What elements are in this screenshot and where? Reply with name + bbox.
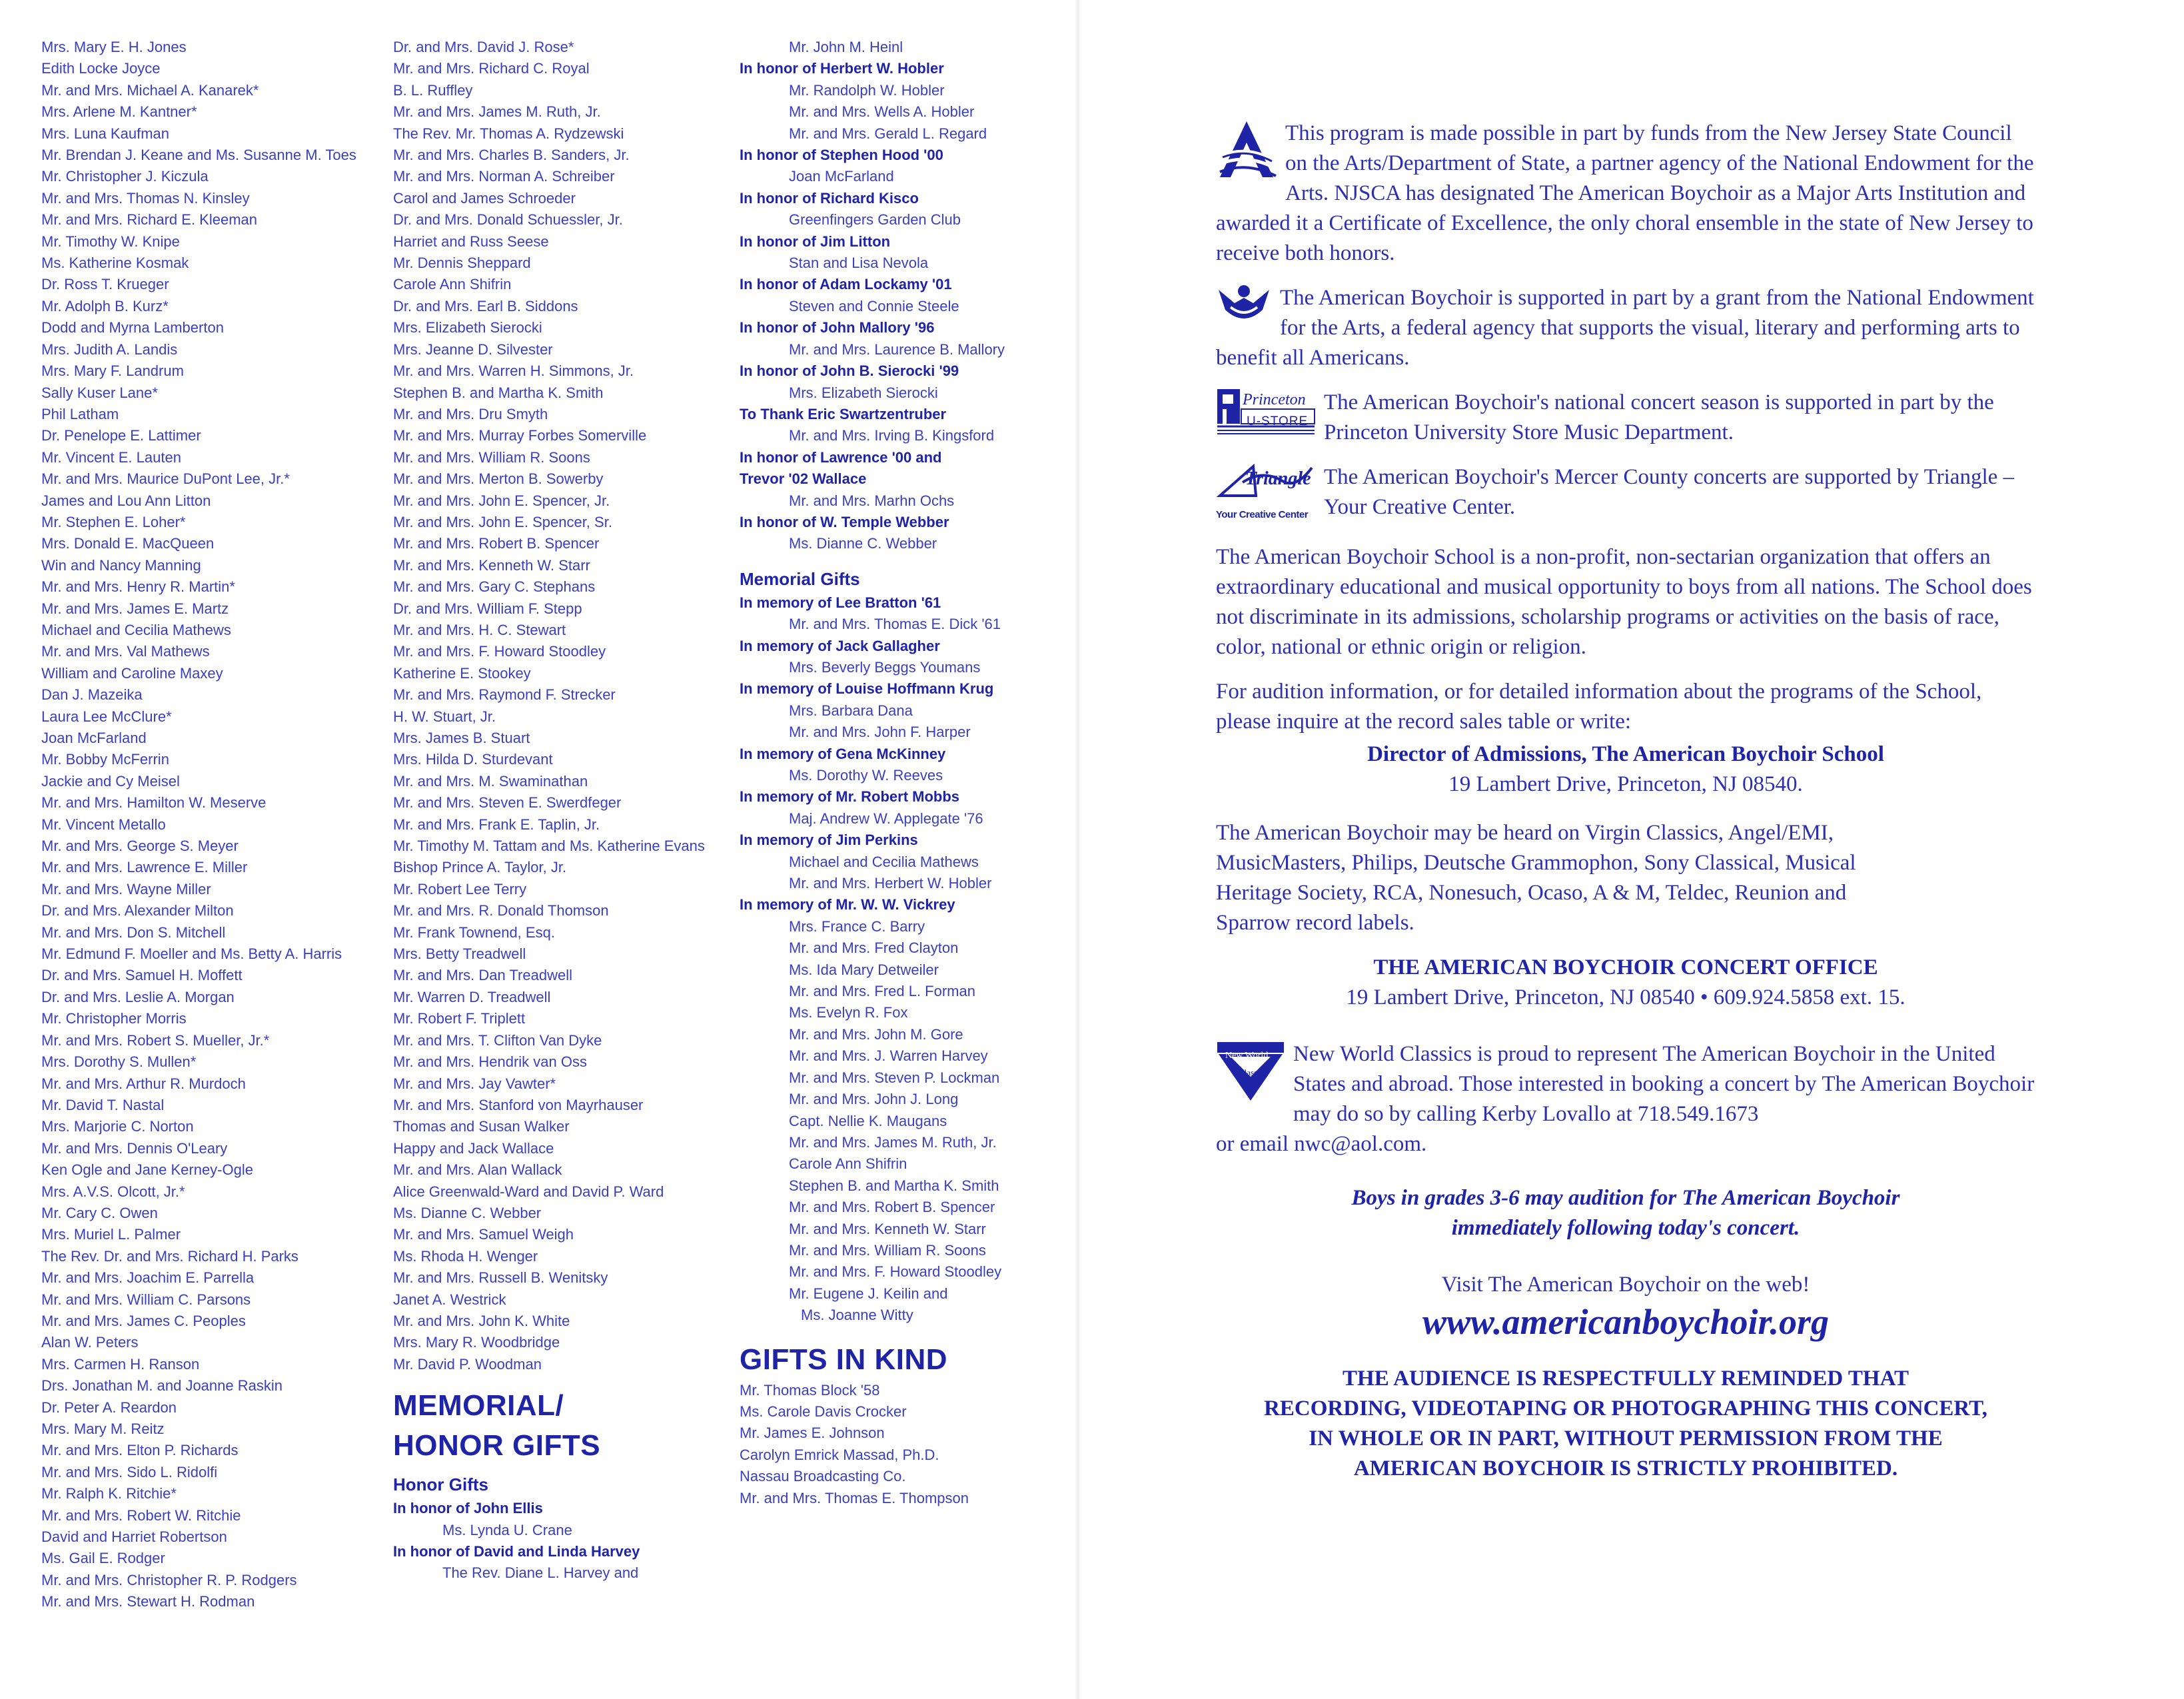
donor-name: Mr. and Mrs. Lawrence E. Miller	[41, 859, 248, 876]
donor-name: James and Lou Ann Litton	[41, 492, 211, 509]
donor-name: Mr. Vincent E. Lauten	[41, 448, 181, 466]
honor-donor-line: Mr. and Mrs. Steven P. Lockman	[789, 1069, 1000, 1086]
donor-name: Dr. and Mrs. William F. Stepp	[393, 600, 582, 617]
nwc-email-text: or email nwc@aol.com.	[1216, 1132, 1427, 1156]
donor-name: Mr. and Mrs. Richard C. Royal	[393, 60, 590, 77]
honor-donor-line: Capt. Nellie K. Maugans	[789, 1112, 947, 1129]
new-world-classics-logo	[1216, 1039, 1285, 1103]
nea-text: The American Boychoir is supported in part by a grant from the National Endowment for the Arts, a federal agency that supports the visual, literary and performing arts to benefit all Americans.	[1216, 286, 2034, 370]
donor-name: William and Caroline Maxey	[41, 664, 223, 682]
honor-donor-line: Stan and Lisa Nevola	[789, 255, 929, 272]
donor-name: Mr. David T. Nastal	[41, 1096, 165, 1113]
donor-name: Mr. and Mrs. Murray Forbes Somerville	[393, 427, 647, 444]
donor-name: Mrs. James B. Stuart	[393, 730, 530, 746]
donor-name: Mr. and Mrs. Michael A. Kanarek*	[41, 81, 259, 99]
memorial-gifts-heading: Memorial Gifts	[740, 568, 860, 589]
donor-column-1	[41, 37, 388, 1613]
donor-name: Mrs. Mary F. Landrum	[41, 362, 184, 380]
donor-name: Mr. and Mrs. James M. Ruth, Jr.	[393, 103, 601, 121]
donor-name: Mr. and Mrs. M. Swaminathan	[393, 772, 588, 790]
honor-donor-line: Mr. and Mrs. John J. Long	[789, 1091, 959, 1108]
honoree-line: To Thank Eric Swartzentruber	[740, 405, 947, 422]
school-paragraph: The American Boychoir School is a non-profit, non-sectarian organization that offers an extraordinary educational and musical opportunity to boys from all nations. The School does not discriminate in its admissions, scholarship programs or activities on the basis of race, color, national or ethnic origin or religion.	[1216, 545, 2032, 659]
honor-donor-line: Mr. and Mrs. Laurence B. Mallory	[789, 340, 1005, 358]
honoree-line: In memory of Jim Perkins	[740, 832, 918, 849]
donor-name: Mr. and Mrs. Robert S. Mueller, Jr.*	[41, 1031, 270, 1049]
njsca-logo-icon	[1216, 119, 1277, 180]
donor-name: Mr. Adolph B. Kurz*	[41, 297, 169, 314]
website-link[interactable]: www.americanboychoir.org	[1422, 1302, 1830, 1342]
donor-name: Dr. and Mrs. Alexander Milton	[41, 902, 234, 919]
donor-name: Mr. and Mrs. Sido L. Ridolfi	[41, 1463, 218, 1480]
honor-donor-line: Mr. and Mrs. Thomas E. Dick '61	[789, 616, 1001, 633]
honor-gifts-heading: Honor Gifts	[393, 1474, 488, 1495]
donor-name: The Rev. Dr. and Mrs. Richard H. Parks	[41, 1247, 298, 1265]
donor-name: Mr. and Mrs. Don S. Mitchell	[41, 923, 226, 941]
honoree-line: In honor of Adam Lockamy '01	[740, 276, 952, 293]
audition-notice-line1: Boys in grades 3-6 may audition for The American Boychoir	[1351, 1186, 1900, 1210]
donor-name: Phil Latham	[41, 405, 119, 422]
donor-name: Mrs. Judith A. Landis	[41, 340, 178, 358]
donor-name: Mrs. Mary E. H. Jones	[41, 39, 187, 55]
honoree-line: In honor of David and Linda Harvey	[393, 1543, 640, 1560]
princeton-text: The American Boychoir's national concert season is supported in part by the Princeton University Store Music Department.	[1324, 390, 1994, 444]
recording-notice-line2: RECORDING, VIDEOTAPING OR PHOTOGRAPHING THIS CONCERT,	[1264, 1397, 1987, 1420]
donor-name: Mr. Thomas Block '58	[740, 1381, 880, 1399]
donor-name: Edith Locke Joyce	[41, 60, 161, 77]
donor-name: Mr. and Mrs. Henry R. Martin*	[41, 578, 235, 596]
honoree-line: In honor of W. Temple Webber	[740, 513, 949, 530]
honoree-line: In honor of Lawrence '00 and	[740, 448, 942, 466]
honor-donor-line: Mr. and Mrs. William R. Soons	[789, 1241, 986, 1259]
njsca-text: This program is made possible in part by funds from the New Jersey State Council on the Arts/Department of State, a partner agency of the National Endowment for the Arts. NJSCA has designated The American Boychoir as a Major Arts Institution and awarded it a Certificate of Excellence, the only choral ensemble in the state of New Jersey to receive both honors.	[1216, 121, 2034, 265]
honor-donor-line: Greenfingers Garden Club	[789, 211, 961, 229]
honoree-line: In memory of Lee Bratton '61	[740, 594, 941, 611]
donor-name: Mrs. Luna Kaufman	[41, 125, 169, 142]
honor-donor-line: Mr. and Mrs. Gerald L. Regard	[789, 125, 987, 142]
donor-name: Mr. and Mrs. Gary C. Stephans	[393, 578, 596, 596]
honor-donor-line: Mrs. Elizabeth Sierocki	[789, 384, 938, 401]
donor-name: Mr. and Mrs. H. C. Stewart	[393, 621, 566, 638]
honor-donor-line: Mr. Randolph W. Hobler	[789, 81, 945, 99]
donor-name: Laura Lee McClure*	[41, 708, 172, 725]
donor-name: Mrs. Arlene M. Kantner*	[41, 103, 197, 121]
honor-donor-line: Mr. and Mrs. Wells A. Hobler	[789, 103, 975, 121]
audition-text: For audition information, or for detailed information about the programs of the School, please inquire at the record sales table or write:	[1216, 680, 1982, 734]
princeton-logo-word: Princeton	[1243, 391, 1306, 408]
honoree-line: In honor of John B. Sierocki '99	[740, 362, 959, 380]
honoree-line: In honor of John Mallory '96	[740, 319, 935, 336]
donor-name: Mr. Christopher J. Kiczula	[41, 168, 209, 185]
honor-gifts-list	[393, 1498, 740, 1584]
donor-name: Sally Kuser Lane*	[41, 384, 158, 401]
donor-name: Mr. and Mrs. Thomas N. Kinsley	[41, 189, 250, 207]
honor-donor-line: Ms. Dorothy W. Reeves	[789, 767, 943, 784]
donor-column-2	[393, 37, 740, 1584]
honoree-line: In honor of Richard Kisco	[740, 189, 919, 207]
princeton-paragraph	[1216, 388, 2035, 448]
triangle-logo-word: Triangle	[1245, 468, 1311, 489]
donor-name: The Rev. Mr. Thomas A. Rydzewski	[393, 125, 624, 142]
donor-name: Mr. and Mrs. James C. Peoples	[41, 1312, 246, 1329]
donor-name: Mr. and Mrs. Charles B. Sanders, Jr.	[393, 147, 630, 164]
honoree-line: In honor of Herbert W. Hobler	[740, 60, 944, 77]
donor-name: Ms. Katherine Kosmak	[41, 255, 189, 272]
honor-donor-line: Mr. and Mrs. John F. Harper	[789, 724, 971, 741]
donor-name: Ms. Gail E. Rodger	[41, 1550, 165, 1567]
donor-name: Mr. and Mrs. Wayne Miller	[41, 880, 211, 897]
memorial-honor-heading-line1: MEMORIAL/	[393, 1389, 564, 1422]
donor-name: Mrs. Carmen H. Ranson	[41, 1355, 200, 1373]
donor-name: Mr. and Mrs. Hendrik van Oss	[393, 1053, 587, 1071]
donor-name: Harriet and Russ Seese	[393, 233, 549, 250]
honor-donor-line: The Rev. Diane L. Harvey and	[442, 1564, 639, 1582]
donor-name: Carol and James Schroeder	[393, 189, 576, 207]
donor-name: Mr. and Mrs. Elton P. Richards	[41, 1442, 239, 1459]
donor-name: Mr. and Mrs. Dru Smyth	[393, 405, 548, 422]
donor-name: Dr. and Mrs. Samuel H. Moffett	[41, 967, 243, 984]
donor-name: Mr. and Mrs. Warren H. Simmons, Jr.	[393, 362, 634, 380]
donor-name: Mr. Robert Lee Terry	[393, 880, 527, 897]
donor-name: Mr. and Mrs. T. Clifton Van Dyke	[393, 1031, 602, 1049]
memorial-gifts-list	[740, 592, 1073, 1327]
nwc-text: New World Classics is proud to represent The American Boychoir in the United States and abroad. Those interested in booking a concert by The American Boychoir may do so by calling Kerby Lovallo at 718.549.1673	[1293, 1042, 2035, 1126]
donor-name: Dr. and Mrs. Earl B. Siddons	[393, 297, 578, 314]
honor-donor-line: Mr. Eugene J. Keilin and	[789, 1285, 948, 1302]
donor-name: Nassau Broadcasting Co.	[740, 1468, 906, 1485]
honor-donor-line: Mrs. Beverly Beggs Youmans	[789, 658, 981, 676]
donor-name: Mr. and Mrs. Merton B. Sowerby	[393, 470, 604, 488]
donor-name: Mr. and Mrs. John E. Spencer, Sr.	[393, 513, 612, 530]
honor-donor-line: Stephen B. and Martha K. Smith	[789, 1177, 999, 1194]
triangle-logo-tagline: Your Creative Center	[1216, 509, 1309, 520]
honor-donor-line: Ms. Lynda U. Crane	[442, 1521, 572, 1538]
donor-name: Mr. and Mrs. Jay Vawter*	[393, 1075, 556, 1092]
donor-name: Mr. Frank Townend, Esq.	[393, 923, 555, 941]
donor-name: Mr. and Mrs. Dennis O'Leary	[41, 1139, 228, 1157]
donor-name: Jackie and Cy Meisel	[41, 772, 180, 790]
donor-name: Mr. and Mrs. R. Donald Thomson	[393, 902, 609, 919]
donor-name: Mr. and Mrs. James E. Martz	[41, 600, 229, 617]
recording-notice-line1: THE AUDIENCE IS RESPECTFULLY REMINDED THAT	[1343, 1367, 1909, 1391]
donor-name: Dr. and Mrs. Leslie A. Morgan	[41, 988, 235, 1005]
honor-donor-line: Mr. and Mrs. Herbert W. Hobler	[789, 875, 992, 892]
donor-name: Mr. and Mrs. Christopher R. P. Rodgers	[41, 1571, 297, 1588]
honoree-line: In honor of Stephen Hood '00	[740, 147, 943, 164]
donor-name: B. L. Ruffley	[393, 81, 473, 99]
donor-name: Stephen B. and Martha K. Smith	[393, 384, 604, 401]
honor-donor-line: Ms. Evelyn R. Fox	[789, 1004, 908, 1021]
honor-donor-line: Ms. Ida Mary Detweiler	[789, 961, 939, 978]
donor-name: Mr. and Mrs. Thomas E. Thompson	[740, 1489, 969, 1506]
right-page-content	[1216, 119, 2035, 1484]
honoree-line: Trevor '02 Wallace	[740, 470, 867, 488]
princeton-ustore-logo	[1216, 388, 1316, 436]
honor-donor-line: Mr. and Mrs. Irving B. Kingsford	[789, 427, 995, 444]
recording-notice-line4: AMERICAN BOYCHOIR IS STRICTLY PROHIBITED.	[1353, 1456, 1898, 1480]
donor-name: Mr. James E. Johnson	[740, 1424, 885, 1442]
memorial-honor-heading-line2: HONOR GIFTS	[393, 1429, 601, 1462]
right-page	[1079, 0, 2184, 1699]
donor-name: Alice Greenwald-Ward and David P. Ward	[393, 1183, 664, 1200]
triangle-text: The American Boychoir's Mercer County concerts are supported by Triangle – Your Creative Center.	[1324, 465, 2015, 519]
donor-name: Carolyn Emrick Massad, Ph.D.	[740, 1446, 939, 1463]
donor-name: Mr. and Mrs. William C. Parsons	[41, 1291, 251, 1308]
record-labels-paragraph: The American Boychoir may be heard on Virgin Classics, Angel/EMI, MusicMasters, Philips, Deutsche Grammophon, Sony Classical, Musical Heritage Society, RCA, Nonesuch, Ocaso, A & M, Teldec, Reunion and Sparrow record labels.	[1216, 821, 1856, 935]
donor-name: Dan J. Mazeika	[41, 686, 143, 704]
donor-name: Mr. and Mrs. William R. Soons	[393, 448, 590, 466]
gifts-in-kind-list	[740, 1380, 1073, 1509]
honor-donor-line: Mr. and Mrs. Fred Clayton	[789, 939, 959, 957]
left-page	[0, 0, 1079, 1699]
donor-name: Mr. David P. Woodman	[393, 1355, 542, 1373]
donor-name: Thomas and Susan Walker	[393, 1118, 570, 1135]
donor-name: Michael and Cecilia Mathews	[41, 621, 231, 638]
donor-name: Mr. and Mrs. F. Howard Stoodley	[393, 643, 606, 660]
donor-name: Mrs. Dorothy S. Mullen*	[41, 1053, 197, 1071]
donor-name: David and Harriet Robertson	[41, 1528, 227, 1546]
donor-name: Mr. Robert F. Triplett	[393, 1010, 526, 1027]
nwc-logo-line2: Classics	[1239, 1067, 1267, 1077]
donor-name: Joan McFarland	[41, 730, 147, 746]
honor-donor-line: Ms. Joanne Witty	[801, 1307, 913, 1324]
concert-office-address: 19 Lambert Drive, Princeton, NJ 08540 • 609.924.5858 ext. 15.	[1346, 985, 1906, 1009]
donor-name: Mr. Bobby McFerrin	[41, 751, 169, 768]
admissions-name: Director of Admissions, The American Boychoir School	[1367, 742, 1884, 766]
donor-name: Mrs. A.V.S. Olcott, Jr.*	[41, 1183, 185, 1200]
donor-name: H. W. Stuart, Jr.	[393, 708, 496, 725]
honoree-line: In memory of Mr. W. W. Vickrey	[740, 896, 955, 913]
honoree-line: In memory of Gena McKinney	[740, 745, 946, 762]
honor-donor-line: Mrs. France C. Barry	[789, 917, 925, 935]
donor-name: Mr. and Mrs. Robert W. Ritchie	[41, 1506, 241, 1524]
donor-name: Mr. and Mrs. Maurice DuPont Lee, Jr.*	[41, 470, 290, 488]
donor-name: Mr. and Mrs. Raymond F. Strecker	[393, 686, 616, 704]
donor-name: Drs. Jonathan M. and Joanne Raskin	[41, 1377, 282, 1395]
donor-name: Mr. and Mrs. Joachim E. Parrella	[41, 1269, 255, 1287]
donor-name: Mr. and Mrs. Kenneth W. Starr	[393, 556, 590, 574]
donor-name: Alan W. Peters	[41, 1334, 139, 1351]
donor-name: Mr. and Mrs. George S. Meyer	[41, 838, 239, 855]
donor-name: Mrs. Hilda D. Sturdevant	[393, 751, 553, 768]
donor-name: Ms. Dianne C. Webber	[393, 1204, 542, 1221]
donor-column-3	[740, 37, 1073, 1509]
donor-list-2	[393, 37, 740, 1375]
donor-name: Mr. and Mrs. John K. White	[393, 1312, 570, 1329]
audition-notice-line2: immediately following today's concert.	[1451, 1216, 1800, 1240]
donor-name: Carole Ann Shifrin	[393, 276, 512, 293]
donor-name: Mr. Stephen E. Loher*	[41, 513, 186, 530]
recording-notice-line3: IN WHOLE OR IN PART, WITHOUT PERMISSION FROM THE	[1309, 1426, 1943, 1450]
honoree-line: In memory of Jack Gallagher	[740, 637, 940, 654]
nwc-paragraph	[1216, 1039, 2035, 1159]
honor-donor-line: Ms. Dianne C. Webber	[789, 535, 937, 552]
njsca-paragraph	[1216, 119, 2035, 269]
donor-name: Bishop Prince A. Taylor, Jr.	[393, 859, 567, 876]
donor-name: Mr. and Mrs. Stanford von Mayrhauser	[393, 1096, 644, 1113]
honor-donor-line: Mr. and Mrs. F. Howard Stoodley	[789, 1263, 1002, 1281]
donor-name: Dodd and Myrna Lamberton	[41, 319, 224, 336]
nea-paragraph	[1216, 283, 2035, 373]
honor-donor-line: Mr. John M. Heinl	[789, 39, 903, 55]
donor-name: Mrs. Elizabeth Sierocki	[393, 319, 542, 336]
donor-name: Mr. Ralph K. Ritchie*	[41, 1485, 177, 1502]
honor-donor-line: Mr. and Mrs. Kenneth W. Starr	[789, 1220, 986, 1237]
visit-web-text: Visit The American Boychoir on the web!	[1441, 1273, 1810, 1297]
donor-name: Mr. Brendan J. Keane and Ms. Susanne M. Toes	[41, 147, 356, 164]
donor-name: Mr. and Mrs. Alan Wallack	[393, 1161, 562, 1179]
honor-donor-line: Michael and Cecilia Mathews	[789, 853, 979, 870]
honor-donor-line: Carole Ann Shifrin	[789, 1155, 907, 1173]
donor-name: Mr. Cary C. Owen	[41, 1204, 158, 1221]
honor-donor-line: Steven and Connie Steele	[789, 297, 959, 314]
donor-name: Mrs. Donald E. MacQueen	[41, 535, 215, 552]
donor-name: Mrs. Mary M. Reitz	[41, 1420, 165, 1437]
nea-logo-icon	[1216, 283, 1272, 327]
honor-donor-line: Mr. and Mrs. John M. Gore	[789, 1025, 963, 1043]
triangle-logo	[1216, 462, 1316, 520]
donor-name: Mr. and Mrs. Steven E. Swerdfeger	[393, 794, 622, 812]
donor-name: Mrs. Jeanne D. Silvester	[393, 340, 553, 358]
donor-name: Win and Nancy Manning	[41, 556, 201, 574]
honor-donor-line: Mr. and Mrs. Fred L. Forman	[789, 983, 975, 1000]
honoree-line: In memory of Mr. Robert Mobbs	[740, 788, 960, 806]
donor-name: Happy and Jack Wallace	[393, 1139, 554, 1157]
donor-name: Mrs. Mary R. Woodbridge	[393, 1334, 560, 1351]
donor-name: Mr. Warren D. Treadwell	[393, 988, 551, 1005]
donor-name: Dr. Ross T. Krueger	[41, 276, 169, 293]
honor-donor-line: Joan McFarland	[789, 168, 894, 185]
donor-name: Mr. and Mrs. Richard E. Kleeman	[41, 211, 258, 229]
audition-paragraph	[1216, 677, 2035, 737]
honor-donor-line: Maj. Andrew W. Applegate '76	[789, 810, 983, 827]
gifts-in-kind-heading: GIFTS IN KIND	[740, 1343, 948, 1376]
donor-name: Ms. Carole Davis Crocker	[740, 1403, 907, 1420]
donor-name: Mr. Christopher Morris	[41, 1010, 187, 1027]
honor-donor-line: Mr. and Mrs. J. Warren Harvey	[789, 1047, 988, 1065]
ustore-logo-word: U-STORE	[1247, 414, 1309, 428]
donor-name: Mr. Timothy W. Knipe	[41, 233, 180, 250]
concert-office-name: THE AMERICAN BOYCHOIR CONCERT OFFICE	[1373, 955, 1878, 979]
honoree-line: In memory of Louise Hoffmann Krug	[740, 680, 994, 698]
honoree-line: In honor of Jim Litton	[740, 233, 891, 250]
donor-name: Mr. Dennis Sheppard	[393, 255, 531, 272]
honor-gifts-list-continued	[740, 37, 1073, 555]
donor-name: Mr. and Mrs. Russell B. Wenitsky	[393, 1269, 608, 1287]
nwc-logo-line1: New World	[1225, 1051, 1269, 1061]
donor-name: Dr. Penelope E. Lattimer	[41, 427, 201, 444]
admissions-address: 19 Lambert Drive, Princeton, NJ 08540.	[1448, 772, 1803, 796]
donor-name: Mr. and Mrs. Norman A. Schreiber	[393, 168, 615, 185]
honoree-line: In honor of John Ellis	[393, 1500, 543, 1517]
donor-name: Mr. and Mrs. Samuel Weigh	[393, 1226, 574, 1243]
donor-name: Mr. and Mrs. Frank E. Taplin, Jr.	[393, 816, 600, 833]
donor-name: Ken Ogle and Jane Kerney-Ogle	[41, 1161, 253, 1179]
donor-name: Mr. and Mrs. Stewart H. Rodman	[41, 1593, 255, 1610]
donor-name: Mr. and Mrs. Dan Treadwell	[393, 967, 572, 984]
donor-name: Mr. and Mrs. Arthur R. Murdoch	[41, 1075, 246, 1092]
donor-name: Dr. and Mrs. David J. Rose*	[393, 39, 574, 55]
donor-name: Mr. Vincent Metallo	[41, 816, 166, 833]
honor-donor-line: Mr. and Mrs. James M. Ruth, Jr.	[789, 1133, 997, 1151]
donor-name: Mr. and Mrs. John E. Spencer, Jr.	[393, 492, 610, 509]
triangle-paragraph	[1216, 462, 2035, 522]
donor-name: Mr. and Mrs. Val Mathews	[41, 643, 210, 660]
donor-name: Mr. and Mrs. Robert B. Spencer	[393, 535, 600, 552]
honor-donor-line: Mrs. Barbara Dana	[789, 702, 913, 719]
donor-name: Mr. Timothy M. Tattam and Ms. Katherine Evans	[393, 838, 705, 855]
honor-donor-line: Mr. and Mrs. Robert B. Spencer	[789, 1199, 995, 1216]
donor-name: Dr. and Mrs. Donald Schuessler, Jr.	[393, 211, 623, 229]
donor-name: Janet A. Westrick	[393, 1291, 506, 1308]
donor-name: Mrs. Marjorie C. Norton	[41, 1118, 194, 1135]
donor-name: Mrs. Muriel L. Palmer	[41, 1226, 181, 1243]
honor-donor-line: Mr. and Mrs. Marhn Ochs	[789, 492, 955, 509]
donor-name: Dr. Peter A. Reardon	[41, 1399, 177, 1416]
donor-name: Mr. Edmund F. Moeller and Ms. Betty A. Harris	[41, 945, 342, 963]
donor-name: Mrs. Betty Treadwell	[393, 945, 526, 963]
donor-name: Mr. and Mrs. Hamilton W. Meserve	[41, 794, 267, 812]
donor-name: Ms. Rhoda H. Wenger	[393, 1247, 538, 1265]
donor-name: Katherine E. Stookey	[393, 664, 531, 682]
